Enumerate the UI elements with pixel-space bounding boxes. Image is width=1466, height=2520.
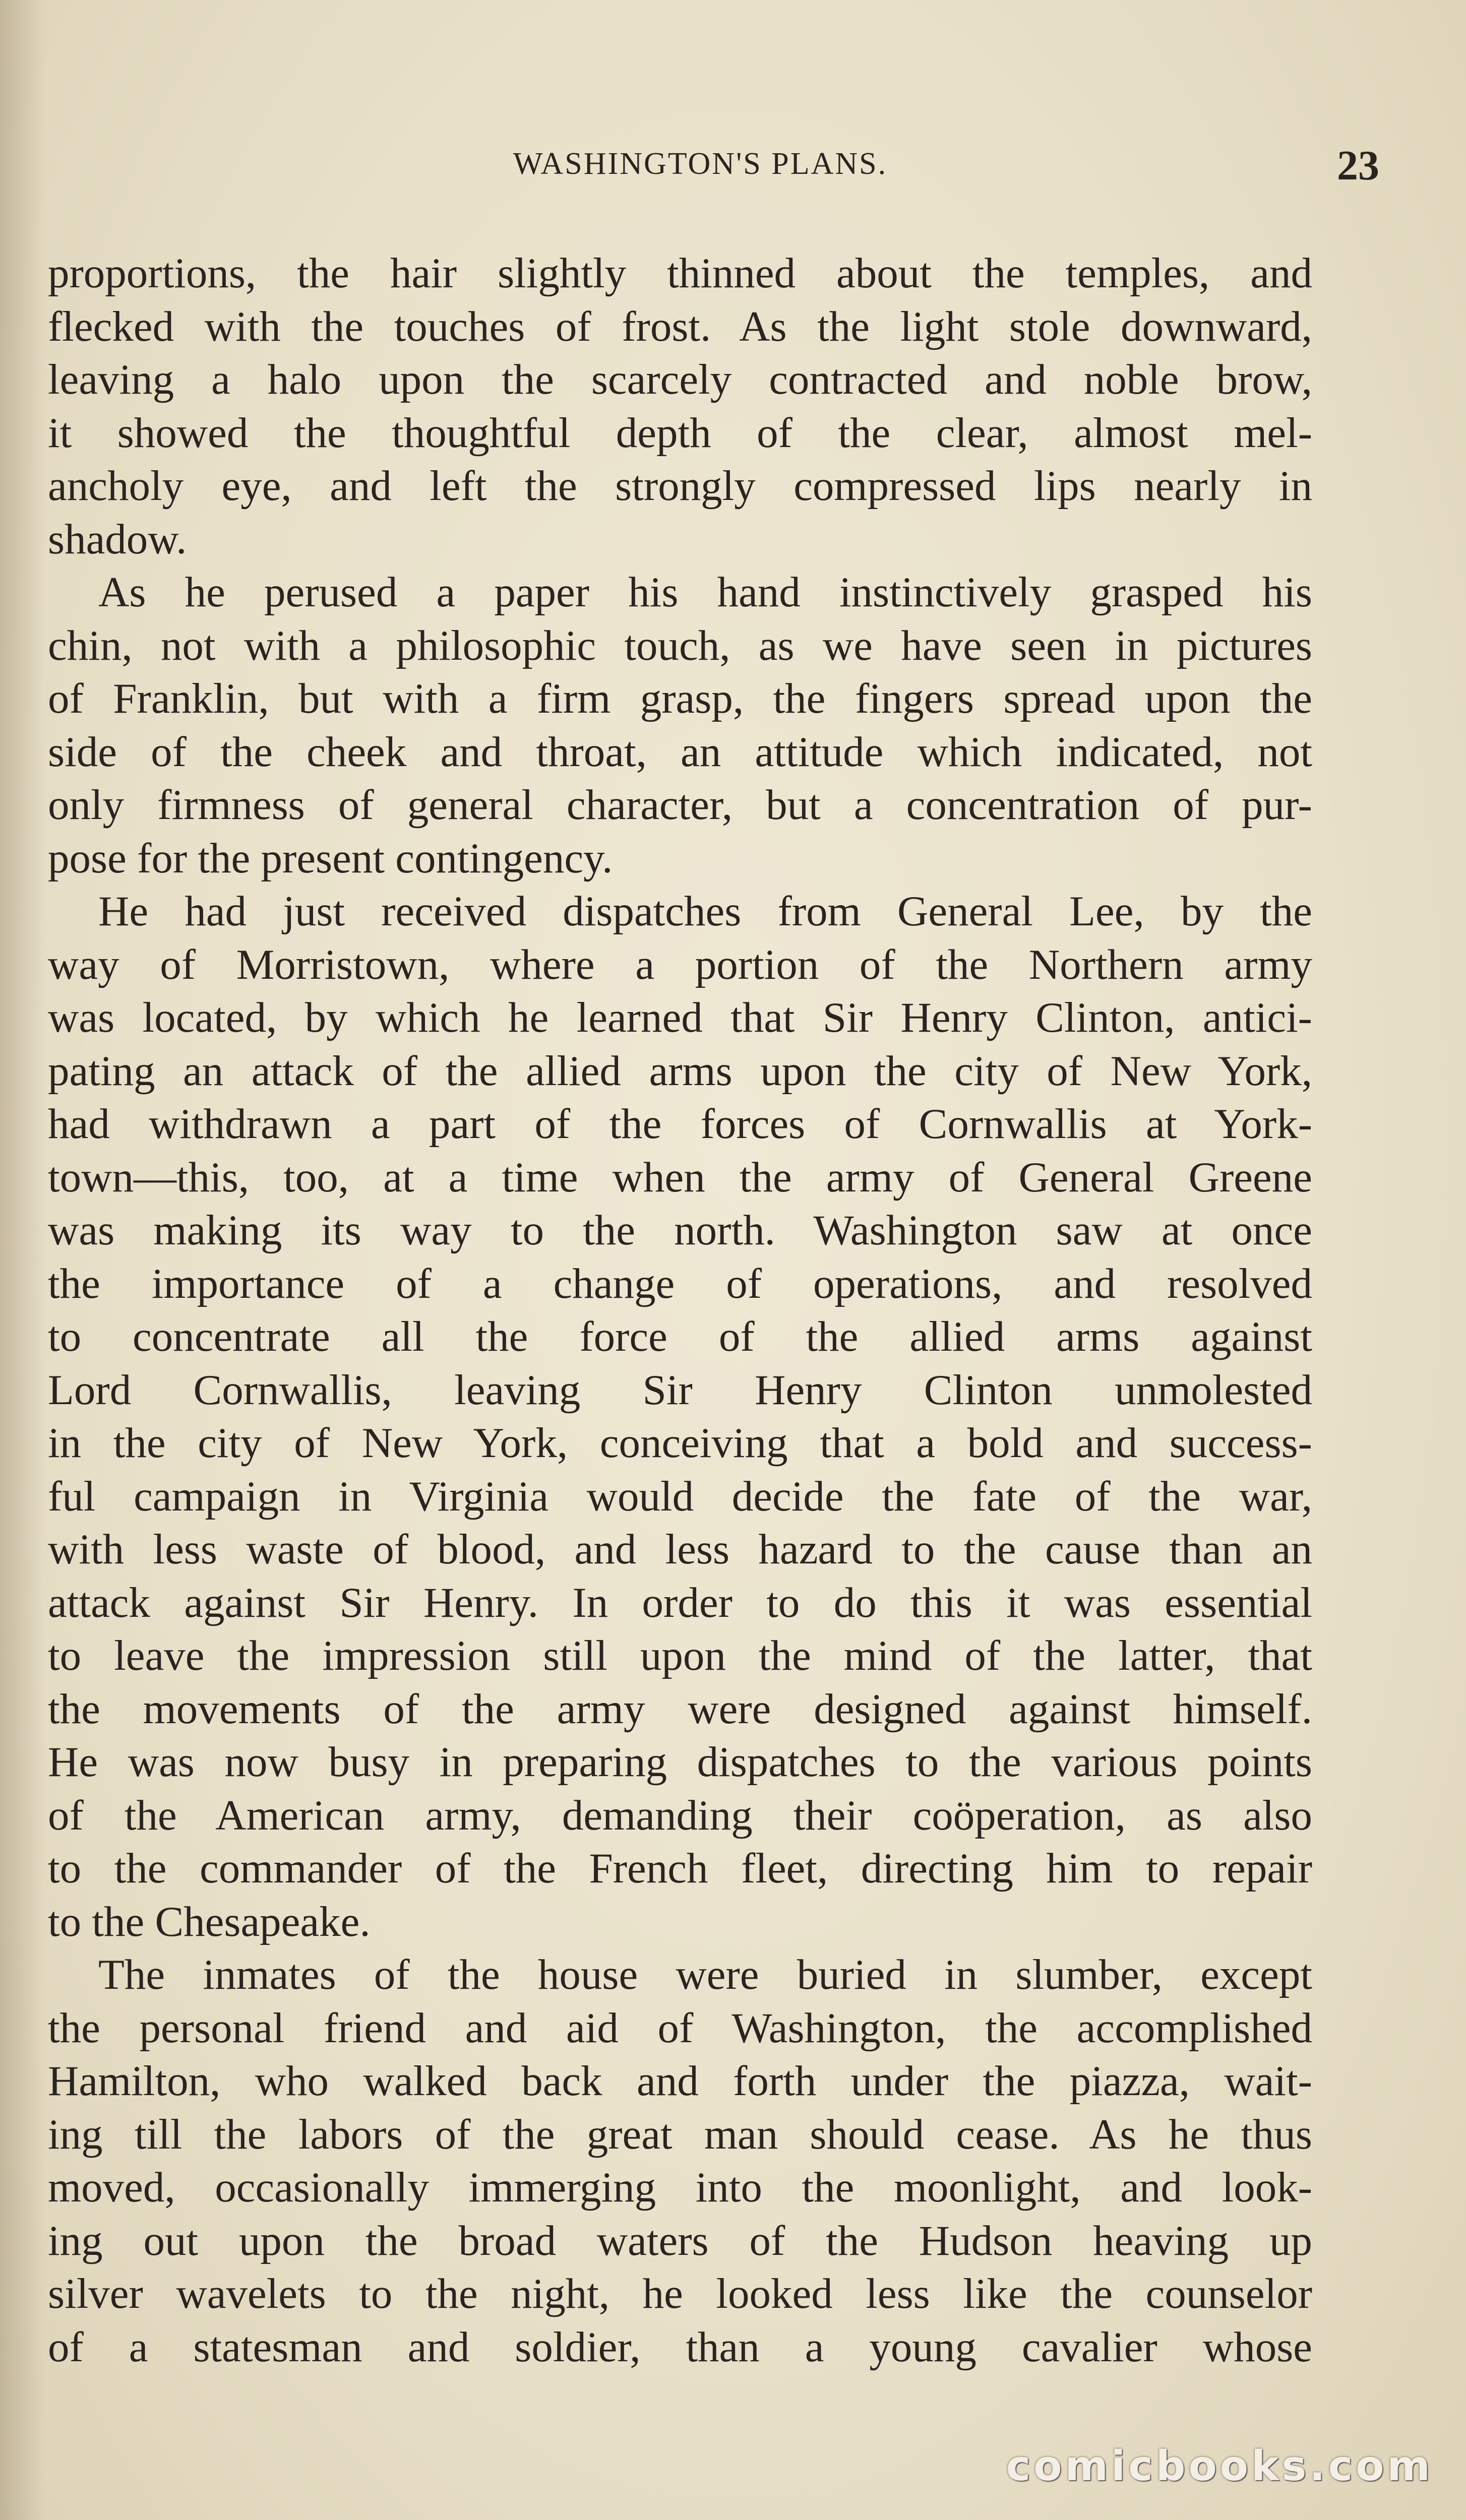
text-line: of a statesman and soldier, than a young cavalier whose xyxy=(48,2323,1312,2371)
text-line: to the commander of the French fleet, directing him to repair xyxy=(48,1845,1312,1892)
text-line: leaving a halo upon the scarcely contracted and noble brow, xyxy=(48,356,1312,403)
text-line: the movements of the army were designed against himself. xyxy=(48,1685,1312,1733)
text-line: shadow. xyxy=(48,515,187,563)
text-line: the personal friend and aid of Washington, the accomplished xyxy=(48,2004,1312,2052)
text-line: was making its way to the north. Washington saw at once xyxy=(48,1207,1312,1254)
text-line: in the city of New York, conceiving that a bold and success- xyxy=(48,1419,1312,1467)
text-line: was located, by which he learned that Sir Henry Clinton, antici- xyxy=(48,994,1312,1041)
text-line: ful campaign in Virginia would decide the fate of the war, xyxy=(48,1472,1312,1520)
text-line: only firmness of general character, but a concentration of pur- xyxy=(48,781,1312,829)
running-head xyxy=(86,141,1379,197)
text-line: Lord Cornwallis, leaving Sir Henry Clinton unmolested xyxy=(48,1366,1312,1414)
text-line: town—this, too, at a time when the army of General Greene xyxy=(48,1153,1312,1201)
text-line: attack against Sir Henry. In order to do this it was essential xyxy=(48,1579,1312,1626)
body-text xyxy=(48,247,1312,2374)
text-line: with less waste of blood, and less hazard to the cause than an xyxy=(48,1526,1312,1573)
watermark: comicbooks.com xyxy=(1006,2442,1433,2490)
text-line: He had just received dispatches from General Lee, by the xyxy=(98,888,1312,935)
text-line: As he perused a paper his hand instinctively grasped his xyxy=(98,569,1312,616)
text-line: The inmates of the house were buried in slumber, except xyxy=(98,1951,1312,1998)
text-line: had withdrawn a part of the forces of Cornwallis at York- xyxy=(48,1100,1312,1148)
text-line: to leave the impression still upon the mind of the latter, that xyxy=(48,1632,1312,1679)
text-line: flecked with the touches of frost. As the light stole downward, xyxy=(48,302,1312,350)
text-line: He was now busy in preparing dispatches to the various points xyxy=(48,1738,1312,1786)
text-line: moved, occasionally immerging into the moonlight, and look- xyxy=(48,2164,1312,2211)
text-line: of the American army, demanding their coöperation, as also xyxy=(48,1791,1312,1839)
text-line: proportions, the hair slightly thinned about the temples, and xyxy=(48,249,1312,297)
text-line: ing out upon the broad waters of the Hudson heaving up xyxy=(48,2217,1312,2264)
text-line: of Franklin, but with a firm grasp, the fingers spread upon the xyxy=(48,675,1312,722)
text-line: pating an attack of the allied arms upon the city of New York, xyxy=(48,1047,1312,1095)
text-line: chin, not with a philosophic touch, as we have seen in pictures xyxy=(48,621,1312,669)
text-line: to concentrate all the force of the allied arms against xyxy=(48,1313,1312,1360)
text-line: Hamilton, who walked back and forth under the piazza, wait- xyxy=(48,2057,1312,2105)
binding-shadow xyxy=(0,0,45,2520)
text-line: pose for the present contingency. xyxy=(48,834,613,882)
text-line: to the Chesapeake. xyxy=(48,1898,371,1945)
running-title: WASHINGTON'S PLANS. xyxy=(513,147,888,181)
page-number: 23 xyxy=(1337,142,1379,189)
text-line: ancholy eye, and left the strongly compressed lips nearly in xyxy=(48,462,1312,510)
text-line: side of the cheek and throat, an attitude which indicated, not xyxy=(48,728,1312,776)
text-line: it showed the thoughtful depth of the clear, almost mel- xyxy=(48,409,1312,457)
text-line: ing till the labors of the great man should cease. As he thus xyxy=(48,2110,1312,2158)
text-line: the importance of a change of operations, and resolved xyxy=(48,1259,1312,1307)
text-line: way of Morristown, where a portion of the Northern army xyxy=(48,940,1312,988)
text-line: silver wavelets to the night, he looked less like the counselor xyxy=(48,2270,1312,2317)
